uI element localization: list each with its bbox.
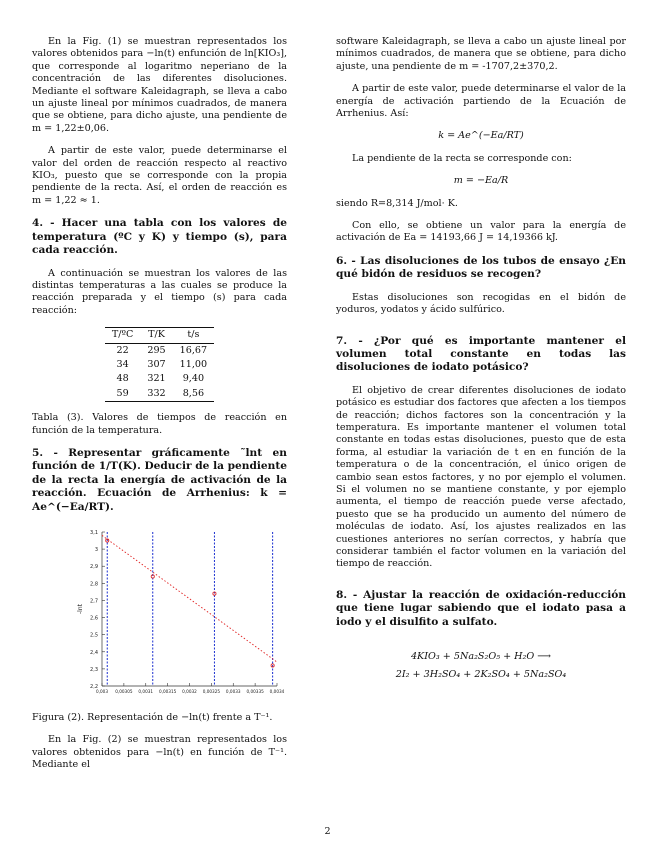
table-caption: Tabla (3). Valores de tiempos de reacción en función de la temperatura. [32, 412, 287, 436]
paragraph-reaction-order: A partir de este valor, puede determinarse el valor del orden de reacción respecto al reactivo KIO₃, puesto que se corresponde con la propia pendiente de la recta. Así, el orden de reacción es m = 1,22 ≈ 1. [32, 145, 287, 206]
right-column [336, 36, 626, 692]
paragraph-table-intro: A continuación se muestran los valores de las distintas temperaturas a las cuales se produce la reacción preparada y el tiempo (s) para cada reacción: [32, 267, 287, 316]
table-cell: 11,00 [179, 358, 208, 370]
equation-redox-line1: 4KIO₃ + 5Na₂S₂O₅ + H₂O ⟶ [410, 651, 552, 663]
fit-line [102, 535, 277, 662]
y-tick-label: 2,7 [90, 598, 98, 605]
heading-question-4: 4. - Hacer una tabla con los valores de temperatura (ºC y K) y tiempo (s), para cada reacción. [32, 217, 287, 257]
x-tick-label: 0,0034 [269, 689, 285, 694]
temperature-time-table [105, 327, 214, 402]
paragraph-waste: Estas disoluciones son recogidas en el bidón de yoduros, yodatos y ácido sulfúrico. [336, 291, 626, 316]
y-tick-label: 2,2 [90, 684, 98, 690]
table-row [105, 343, 214, 358]
table-cell: 307 [147, 358, 166, 370]
y-tick-label: 2,3 [90, 666, 98, 673]
x-tick-label: 0,0033 [225, 689, 241, 694]
table-cell: 22 [116, 344, 129, 356]
x-tick-label: 0,0031 [138, 689, 154, 694]
table-cell: 59 [116, 387, 129, 399]
table-cell: 16,67 [179, 344, 208, 356]
x-tick-label: 0,003 [96, 689, 108, 694]
y-tick-label: 2,4 [90, 649, 98, 656]
table-row [105, 358, 214, 372]
y-tick-label: 3,1 [90, 530, 98, 536]
y-tick-label: 2,6 [90, 615, 98, 622]
paragraph-fit-slope: software Kaleidagraph, se lleva a cabo un ajuste lineal por mínimos cuadrados, de manera que se obtiene, para dicho ajuste, una pendiente de m = -1707,2±370,2. [336, 36, 626, 72]
table-cell: 8,56 [182, 387, 205, 399]
equation-arrhenius: k = Ae^(−Ea/RT) [438, 130, 524, 142]
table-row [105, 372, 214, 386]
y-tick-label: 2,9 [90, 564, 98, 571]
equation-slope: m = −Ea/R [453, 175, 509, 187]
table-row [105, 387, 214, 402]
x-tick-label: 0,00315 [158, 689, 177, 694]
paragraph-fig2: En la Fig. (2) se muestran representados los valores obtenidos para −ln(t) en función de T⁻¹. Mediante el [32, 734, 287, 771]
x-tick-label: 0,00335 [246, 689, 264, 694]
table-cell: 9,40 [182, 373, 205, 385]
left-column [32, 36, 287, 782]
arrhenius-chart [72, 524, 287, 704]
table-cell: 321 [147, 373, 166, 385]
table-header: T/K [148, 329, 165, 341]
x-tick-label: 0,0032 [182, 689, 197, 694]
heading-question-5: 5. - Representar gráficamente ˜lnt en función de 1/T(K). Deducir de la pendiente de la recta la energía de activación de la reacción. Ecuación de Arrhenius: k = Ae^(−Ea/RT). [32, 446, 288, 513]
table-header: t/s [187, 329, 200, 341]
heading-question-8: 8. - Ajustar la reacción de oxidación-reducción que tiene lugar sabiendo que el iodato pasa a iodo y el disulfito a sulfato. [336, 588, 626, 628]
paragraph-fig1: En la Fig. (1) se muestran representados los valores obtenidos para −ln(t) enfunción de ln[KIO₃], que corresponde al logaritmo neperiano de la concentración de las diferentes disoluciones. Mediante el software Kaleidagraph, se lleva a cabo un ajuste lineal por mínimos cuadrados, de manera que se obtiene, para dicho ajuste, una pendiente de m = 1,22±0,06. [32, 36, 287, 134]
chart-svg [72, 524, 287, 704]
x-tick-label: 0,00305 [115, 689, 133, 694]
paragraph-volume: El objetivo de crear diferentes disoluciones de iodato potásico es estudiar dos factores que afecten a los tiempos de reacción; dichos factores son la concentración y la temperatura. Es importante mantener el volumen total constante en todas estas disoluciones, puesto que de esta forma, al estudiar la variación de t en en función de la temperatura o de la concentración, el único origen de cambio sean estos factores, y no por ejemplo el volumen. Si el volumen no se mantiene constante, y por ejemplo aumenta, el tiempo de reacción puede verse afectado, puesto que se ha producido un aumento del número de moléculas de iodato. Así, los ajustes realizados en las cuestiones anteriores no serían correctos, y habría que considerar también el factor volumen en la variación del tiempo de reacción. [336, 384, 626, 570]
y-tick-label: 2,5 [90, 632, 98, 639]
table-cell: 332 [147, 387, 166, 399]
table-cell: 34 [116, 358, 129, 370]
table-cell: 48 [116, 373, 129, 385]
equation-redox-line2: 2I₂ + 3H₂SO₄ + 2K₂SO₄ + 5Na₂SO₄ [395, 669, 567, 681]
heading-question-7: 7. - ¿Por qué es importante mantener el volumen total constante en todas las disoluciones de iodato potásico? [336, 334, 626, 374]
table-header: T/ºC [111, 329, 134, 341]
paragraph-slope-relation: La pendiente de la recta se corresponde con: [352, 152, 572, 164]
figure-caption: Figura (2). Representación de −ln(t) frente a T⁻¹. [32, 712, 273, 723]
x-tick-label: 0,00325 [202, 689, 221, 694]
paragraph-ea-result: Con ello, se obtiene un valor para la energía de activación de Ea = 14193,66 J = 14,19366 kJ. [336, 220, 626, 244]
page-number: 2 [324, 826, 331, 837]
heading-question-6: 6. - Las disoluciones de los tubos de ensayo ¿En qué bidón de residuos se recogen? [336, 254, 626, 281]
table-header-row [105, 328, 214, 343]
paragraph-activation-energy: A partir de este valor, puede determinarse el valor de la energía de activación partiendo de la Ecuación de Arrhenius. Así: [336, 83, 626, 120]
y-tick-label: 3 [94, 547, 98, 554]
y-tick-label: 2,8 [90, 581, 98, 588]
table-cell: 295 [147, 344, 166, 356]
y-axis-label: -lnt [77, 604, 84, 614]
paragraph-gas-constant: siendo R=8,314 J/mol· K. [336, 197, 458, 209]
